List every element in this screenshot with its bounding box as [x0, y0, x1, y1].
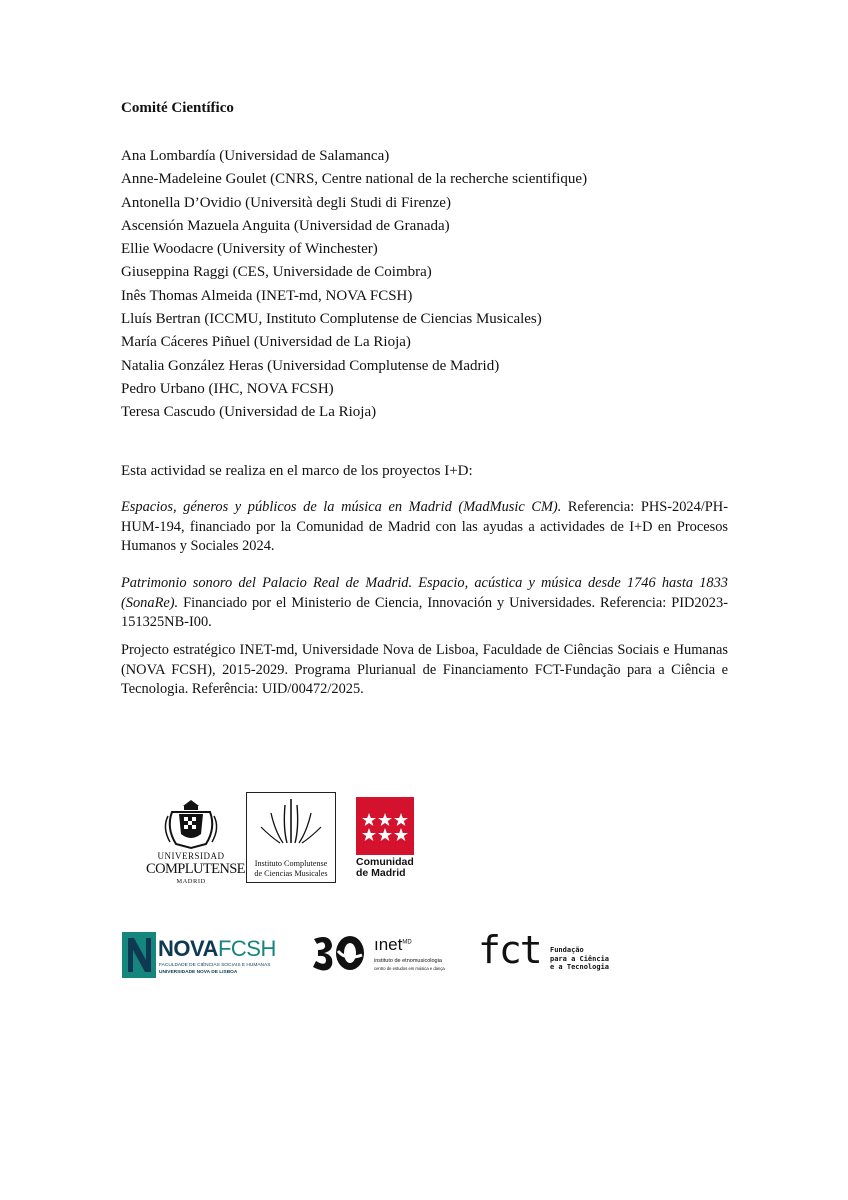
inet-logo-sup: MD [402, 939, 412, 946]
committee-member: Ascensión Mazuela Anguita (Universidad de Granada) [121, 217, 450, 234]
stars-icon [356, 797, 414, 855]
inet-md-logo [310, 933, 460, 975]
project-details: Financiado por el Ministerio de Ciencia, Innovación y Universidades. Referencia: PID2023-151325NB-I00. [121, 594, 728, 630]
project-paragraph-sonare [121, 574, 728, 633]
fct-logo-text [550, 946, 609, 972]
ucm-crest-icon [146, 798, 236, 850]
committee-member: Teresa Cascudo (Universidad de La Rioja) [121, 404, 377, 421]
project-paragraph-madmusic [121, 498, 728, 557]
comunidad-logo-line1: Comunidad [356, 856, 414, 868]
committee-member: Ellie Woodacre (University of Winchester) [121, 241, 378, 258]
fct-logo-line3: e a Tecnologia [550, 963, 610, 971]
project-title: Patrimonio sonoro del Palacio Real de Madrid. Espacio, acústica y música desde 1746 hasta 1833 (SonaRe). [121, 575, 728, 611]
committee-member: Lluís Bertran (ICCMU, Instituto Complutense de Ciencias Musicales) [121, 311, 542, 328]
committee-member: María Cáceres Piñuel (Universidad de La Rioja) [121, 334, 411, 351]
fct-logo-line1: Fundação [550, 946, 584, 954]
committee-heading: Comité Científico [121, 100, 234, 116]
iccmu-logo-line1: Instituto Complutense [254, 859, 328, 868]
funding-intro: Esta actividad se realiza en el marco de los proyectos I+D: [121, 463, 473, 479]
ucm-logo-line3: MADRID [176, 878, 206, 885]
ucm-logo [146, 798, 245, 890]
inet-logo-name-text: ınet [374, 935, 403, 954]
committee-member: Anne-Madeleine Goulet (CNRS, Centre national de la recherche scientifique) [121, 171, 588, 188]
committee-member: Ana Lombardía (Universidad de Salamanca) [121, 148, 390, 164]
project-paragraph-inet [121, 641, 728, 700]
fct-logo-line2: para a Ciência [550, 954, 610, 963]
fct-logo [478, 928, 618, 974]
committee-member: Inês Thomas Almeida (INET-md, NOVA FCSH) [121, 287, 413, 304]
fcsh-word: FCSH [217, 936, 276, 961]
comunidad-de-madrid-logo [356, 797, 414, 882]
iccmu-logo [246, 792, 336, 883]
ucm-logo-line1: UNIVERSIDAD [157, 851, 225, 861]
project-details: Referencia: PHS-2024/PH-HUM-194, financiado por la Comunidad de Madrid con las ayudas a actividades de I+D en Procesos Humanos y Sociales 2024. [121, 499, 728, 554]
committee-member: Antonella D’Ovidio (Università degli Studi di Firenze) [121, 194, 451, 211]
committee-member: Natalia González Heras (Universidad Complutense de Madrid) [121, 357, 500, 374]
comunidad-logo-text [356, 857, 414, 879]
nova-fcsh-logo [122, 932, 287, 980]
nova-word: NOVA [158, 936, 218, 961]
comunidad-logo-line2: de Madrid [356, 867, 406, 879]
nova-logo-sub2: UNIVERSIDADE NOVA DE LISBOA [159, 970, 238, 975]
comunidad-flag [356, 797, 414, 855]
iccmu-logo-line2: de Ciencias Musicales [254, 869, 328, 878]
inet-logo-name [374, 935, 412, 955]
project-details: Projecto estratégico INET-md, Universidade Nova de Lisboa, Faculdade de Ciências Sociais e Humanas (NOVA FCSH), 2015-2029. Programa Plurianual de Financiamento FCT-Fundação para a Ciência e Tecnologia. Referência: UID/00472/2025. [121, 642, 728, 697]
nova-logo-sub1: FACULDADE DE CIÊNCIAS SOCIAIS E HUMANAS [159, 963, 271, 968]
nova-logo-wordmark [158, 937, 276, 961]
ucm-logo-line2: COMPLUTENSE [146, 861, 245, 877]
fct-logo-name: fct [478, 928, 541, 972]
nova-n-icon [122, 932, 156, 978]
inet-30-icon [310, 933, 366, 973]
inet-logo-sub1: instituto de etnomusicologia [374, 958, 442, 964]
inet-logo-sub2: centro de estudos em música e dança [374, 966, 445, 971]
committee-member-list [121, 145, 587, 425]
committee-member: Giuseppina Raggi (CES, Universidade de Coimbra) [121, 264, 432, 281]
iccmu-strokes-icon [247, 793, 335, 853]
project-title: Espacios, géneros y públicos de la música en Madrid (MadMusic CM). [121, 499, 562, 515]
committee-member: Pedro Urbano (IHC, NOVA FCSH) [121, 380, 334, 397]
